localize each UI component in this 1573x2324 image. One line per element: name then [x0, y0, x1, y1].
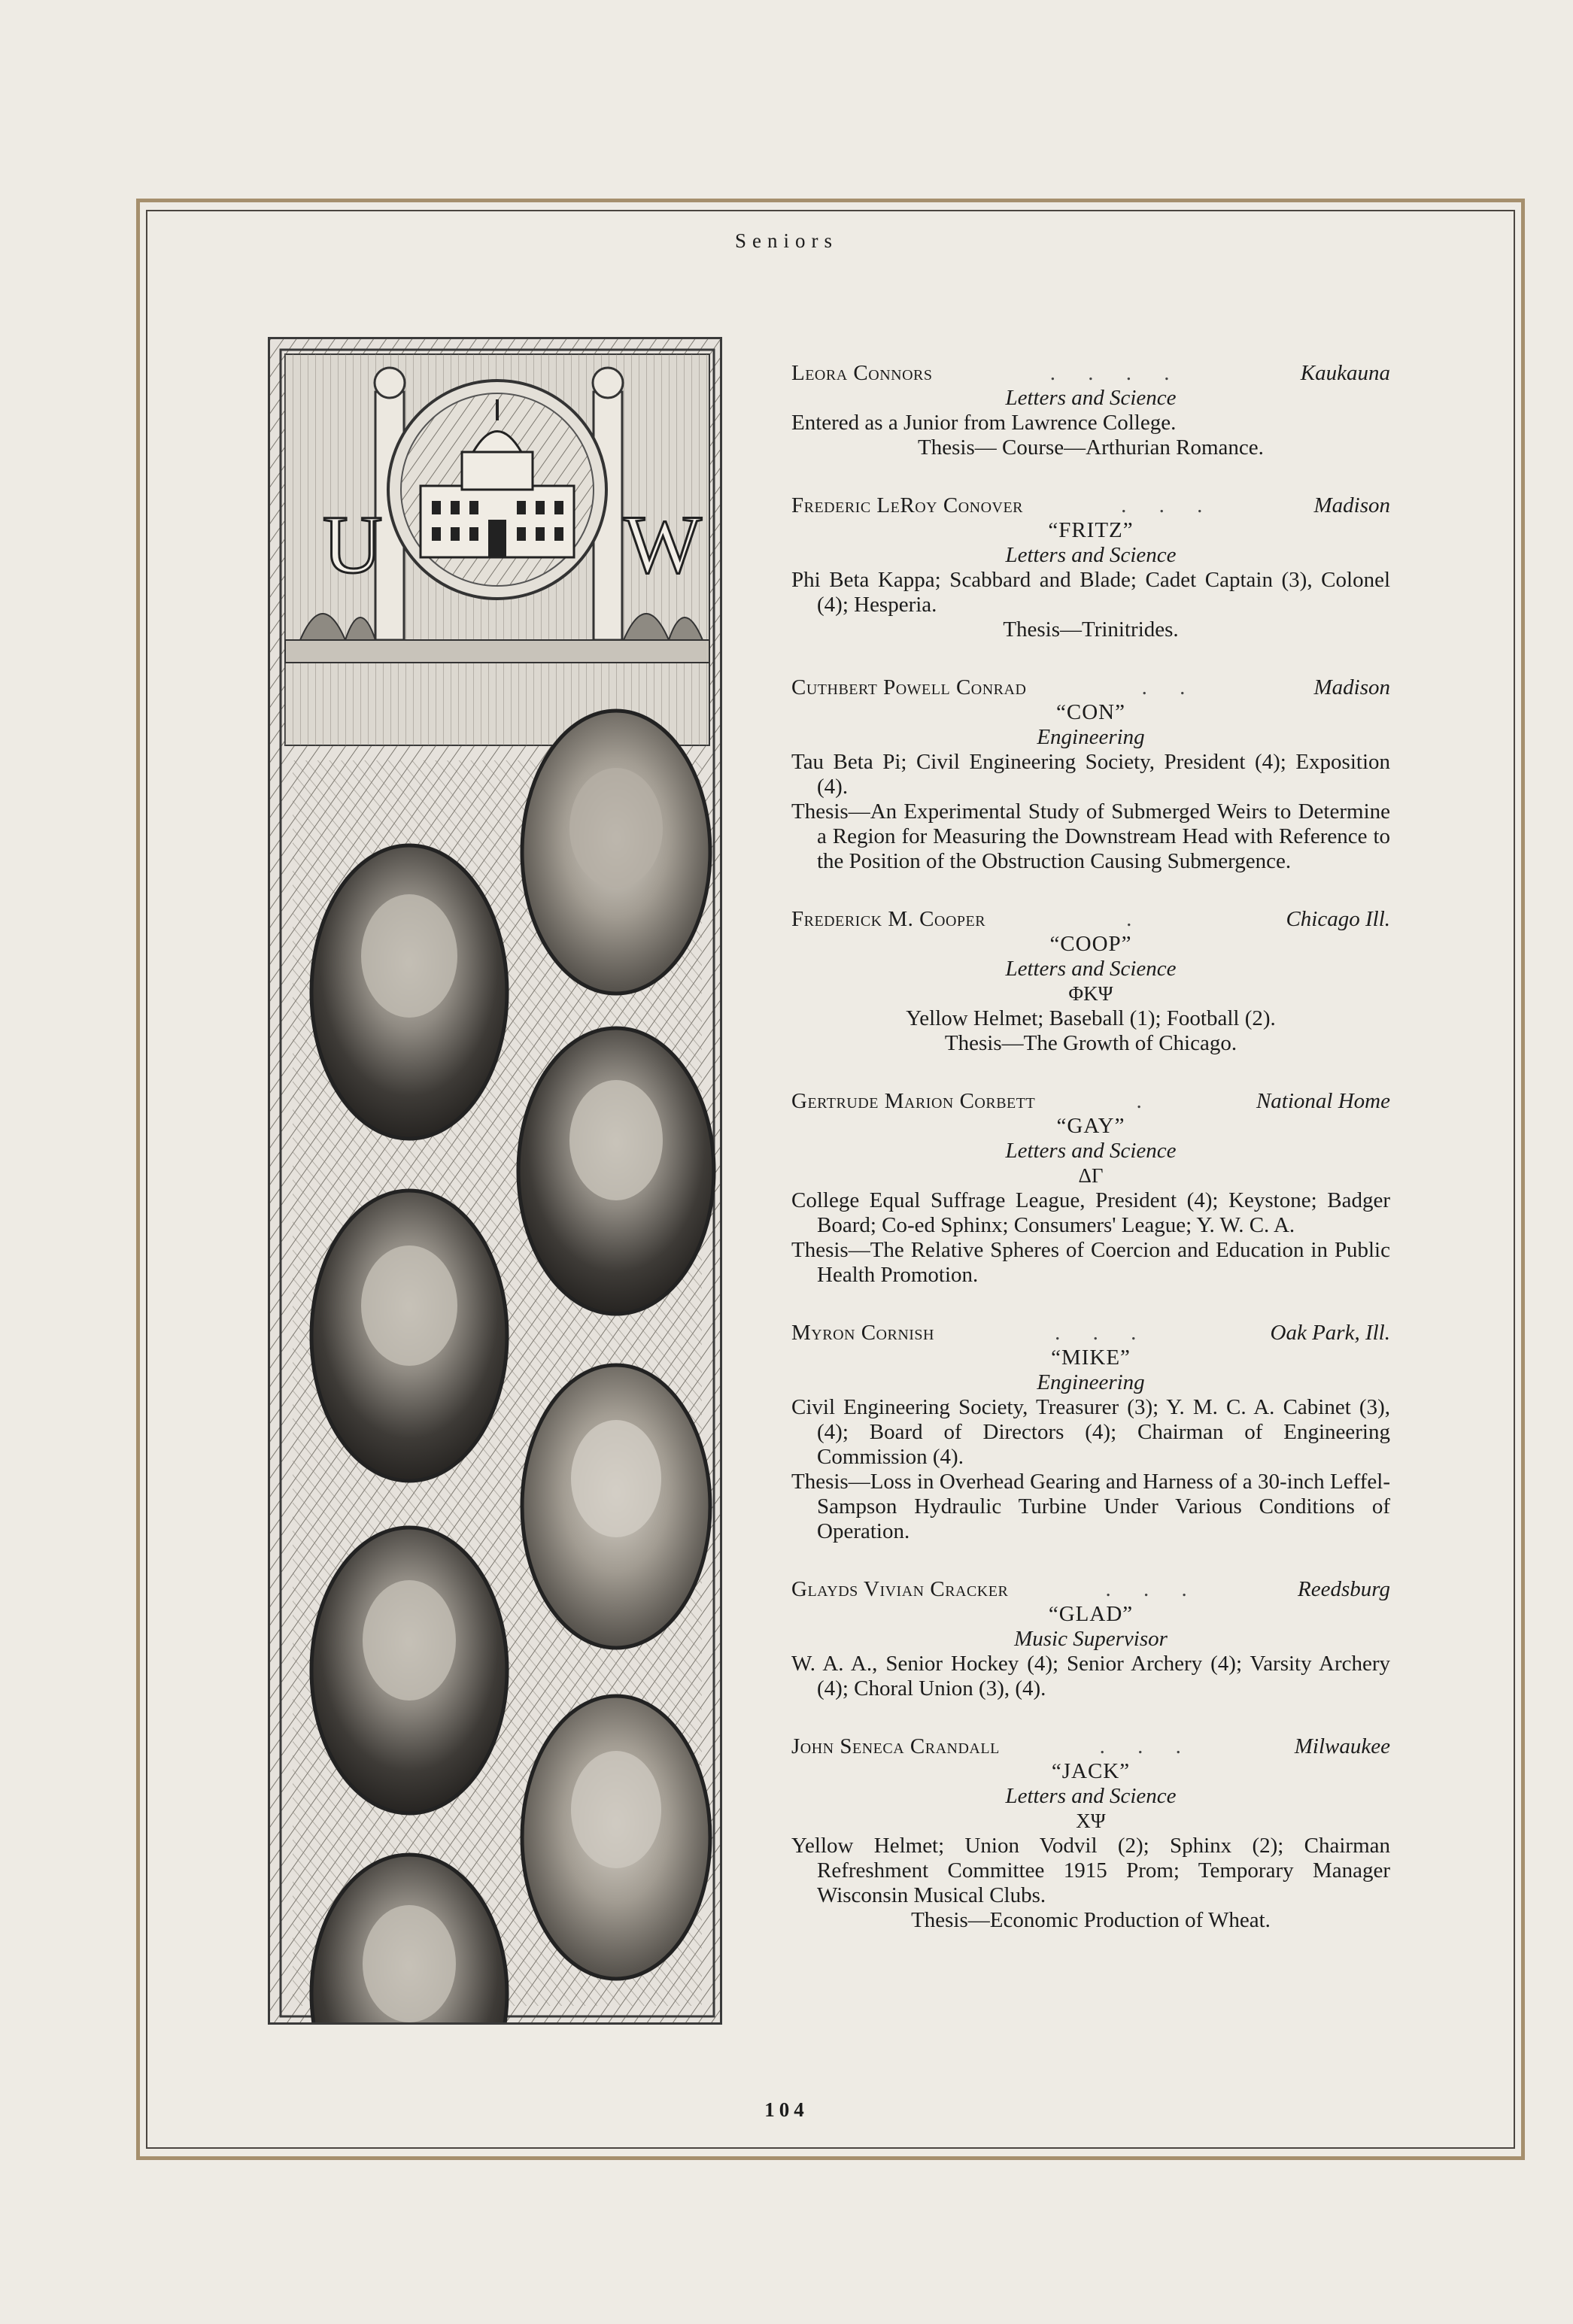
entry-name: Leora Connors [791, 361, 933, 385]
entry-activities: College Equal Suffrage League, President (4); Keystone; Badger Board; Co-ed Sphinx; Consumers' League; Y. W. C. A. [791, 1188, 1390, 1237]
leader-dots: . . . . [1049, 361, 1183, 385]
entry-town: Madison [1313, 675, 1390, 699]
entry-name: John Seneca Crandall [791, 1734, 1000, 1758]
emblem-left-letter: U [323, 499, 383, 590]
entry-course: Letters and Science [1005, 957, 1177, 981]
entry-thesis: Thesis—An Experimental Study of Submerged Weirs to Determine a Region for Measuring the Downstream Head with Reference to the Position of the Obstruction Causing Submergence. [791, 799, 1390, 873]
portrait-panel [268, 337, 722, 2025]
entry-name: Gertrude Marion Corbett [791, 1089, 1036, 1113]
leader-dots: . [1126, 907, 1146, 931]
entry-thesis: Thesis—Economic Production of Wheat. [911, 1908, 1271, 1932]
entry-name: Cuthbert Powell Conrad [791, 675, 1027, 699]
entry-activities: Civil Engineering Society, Treasurer (3); Y. M. C. A. Cabinet (3), (4); Board of Directors (4); Chairman of Engineering Commission (4). [791, 1395, 1390, 1469]
entry-myron-cornish [791, 1321, 1390, 1544]
emblem-right-letter: W [624, 499, 702, 590]
entry-town: Milwaukee [1294, 1734, 1390, 1758]
entry-nickname: “GAY” [1056, 1114, 1125, 1138]
entry-activities: W. A. A., Senior Hockey (4); Senior Archery (4); Varsity Archery (4); Choral Union (3), (4). [791, 1652, 1390, 1701]
entry-thesis: Thesis—Trinitrides. [1003, 617, 1179, 642]
running-head: Seniors [735, 229, 838, 252]
portrait-6 [311, 1528, 507, 1813]
entry-name: Frederick M. Cooper [791, 907, 986, 931]
entry-leora-connors [791, 361, 1390, 460]
entry-name: Myron Cornish [791, 1321, 935, 1345]
entry-activities: Entered as a Junior from Lawrence College. [791, 411, 1177, 435]
entry-town: Oak Park, Ill. [1270, 1321, 1390, 1345]
senior-entries [791, 361, 1390, 1966]
entry-fraternity: ΔΓ [1078, 1164, 1104, 1187]
entry-cuthbert-conrad [791, 675, 1390, 874]
entry-fraternity: ΧΨ [1076, 1810, 1106, 1832]
entry-town: Madison [1313, 493, 1390, 517]
entry-nickname: “CON” [1056, 700, 1125, 724]
portrait-4 [311, 1191, 507, 1481]
leader-dots: . [1136, 1089, 1155, 1113]
leader-dots: . . . [1099, 1734, 1195, 1758]
entry-nickname: “FRITZ” [1048, 518, 1134, 542]
entry-name: Frederic LeRoy Conover [791, 493, 1024, 517]
entry-name: Glayds Vivian Cracker [791, 1577, 1009, 1601]
entry-nickname: “GLAD” [1048, 1602, 1134, 1626]
leader-dots: . . . [1055, 1321, 1150, 1345]
entry-john-crandall [791, 1734, 1390, 1933]
entry-thesis: Thesis—Loss in Overhead Gearing and Harness of a 30-inch Leffel-Sampson Hydraulic Turbine Under Various Conditions of Operation. [791, 1470, 1390, 1543]
page-number: 104 [764, 2098, 809, 2121]
entry-gertrude-corbett [791, 1089, 1390, 1288]
entry-glayds-cracker [791, 1577, 1390, 1701]
entry-course: Letters and Science [1005, 1139, 1177, 1163]
entry-course: Music Supervisor [1014, 1627, 1168, 1651]
entry-fraternity: ΦΚΨ [1068, 982, 1113, 1005]
portrait-3 [518, 1028, 714, 1314]
entry-frederic-conover [791, 493, 1390, 642]
entry-course: Letters and Science [1005, 543, 1177, 567]
entry-nickname: “COOP” [1049, 932, 1132, 956]
entry-frederick-cooper [791, 907, 1390, 1056]
entry-town: Reedsburg [1298, 1577, 1390, 1601]
leader-dots: . . . [1121, 493, 1216, 517]
entry-nickname: “MIKE” [1051, 1346, 1131, 1370]
entry-course: Letters and Science [1005, 386, 1177, 410]
portrait-5 [522, 1365, 710, 1648]
entry-town: Kaukauna [1300, 361, 1390, 385]
portrait-1 [522, 711, 710, 994]
leader-dots: . . [1141, 675, 1199, 699]
portrait-7 [522, 1696, 710, 1979]
entry-activities: Yellow Helmet; Union Vodvil (2); Sphinx (2); Chairman Refreshment Committee 1915 Prom; Temporary Manager Wisconsin Musical Clubs. [791, 1834, 1390, 1907]
entry-course: Engineering [1037, 725, 1145, 749]
entry-town: National Home [1256, 1089, 1390, 1113]
entry-activities: Tau Beta Pi; Civil Engineering Society, President (4); Exposition (4). [791, 750, 1390, 799]
portrait-2 [311, 845, 507, 1139]
entry-town: Chicago Ill. [1286, 907, 1390, 931]
entry-course: Engineering [1037, 1370, 1145, 1394]
entry-nickname: “JACK” [1051, 1759, 1131, 1783]
entry-thesis: Thesis—The Relative Spheres of Coercion and Education in Public Health Promotion. [791, 1238, 1390, 1287]
entry-thesis: Thesis— Course—Arthurian Romance. [918, 435, 1264, 460]
entry-thesis: Thesis—The Growth of Chicago. [944, 1031, 1237, 1055]
leader-dots: . . . [1105, 1577, 1201, 1601]
entry-activities: Yellow Helmet; Baseball (1); Football (2). [906, 1006, 1276, 1030]
entry-activities: Phi Beta Kappa; Scabbard and Blade; Cadet Captain (3), Colonel (4); Hesperia. [791, 568, 1390, 617]
portrait-panel-art [270, 339, 722, 2025]
entry-course: Letters and Science [1005, 1784, 1177, 1808]
